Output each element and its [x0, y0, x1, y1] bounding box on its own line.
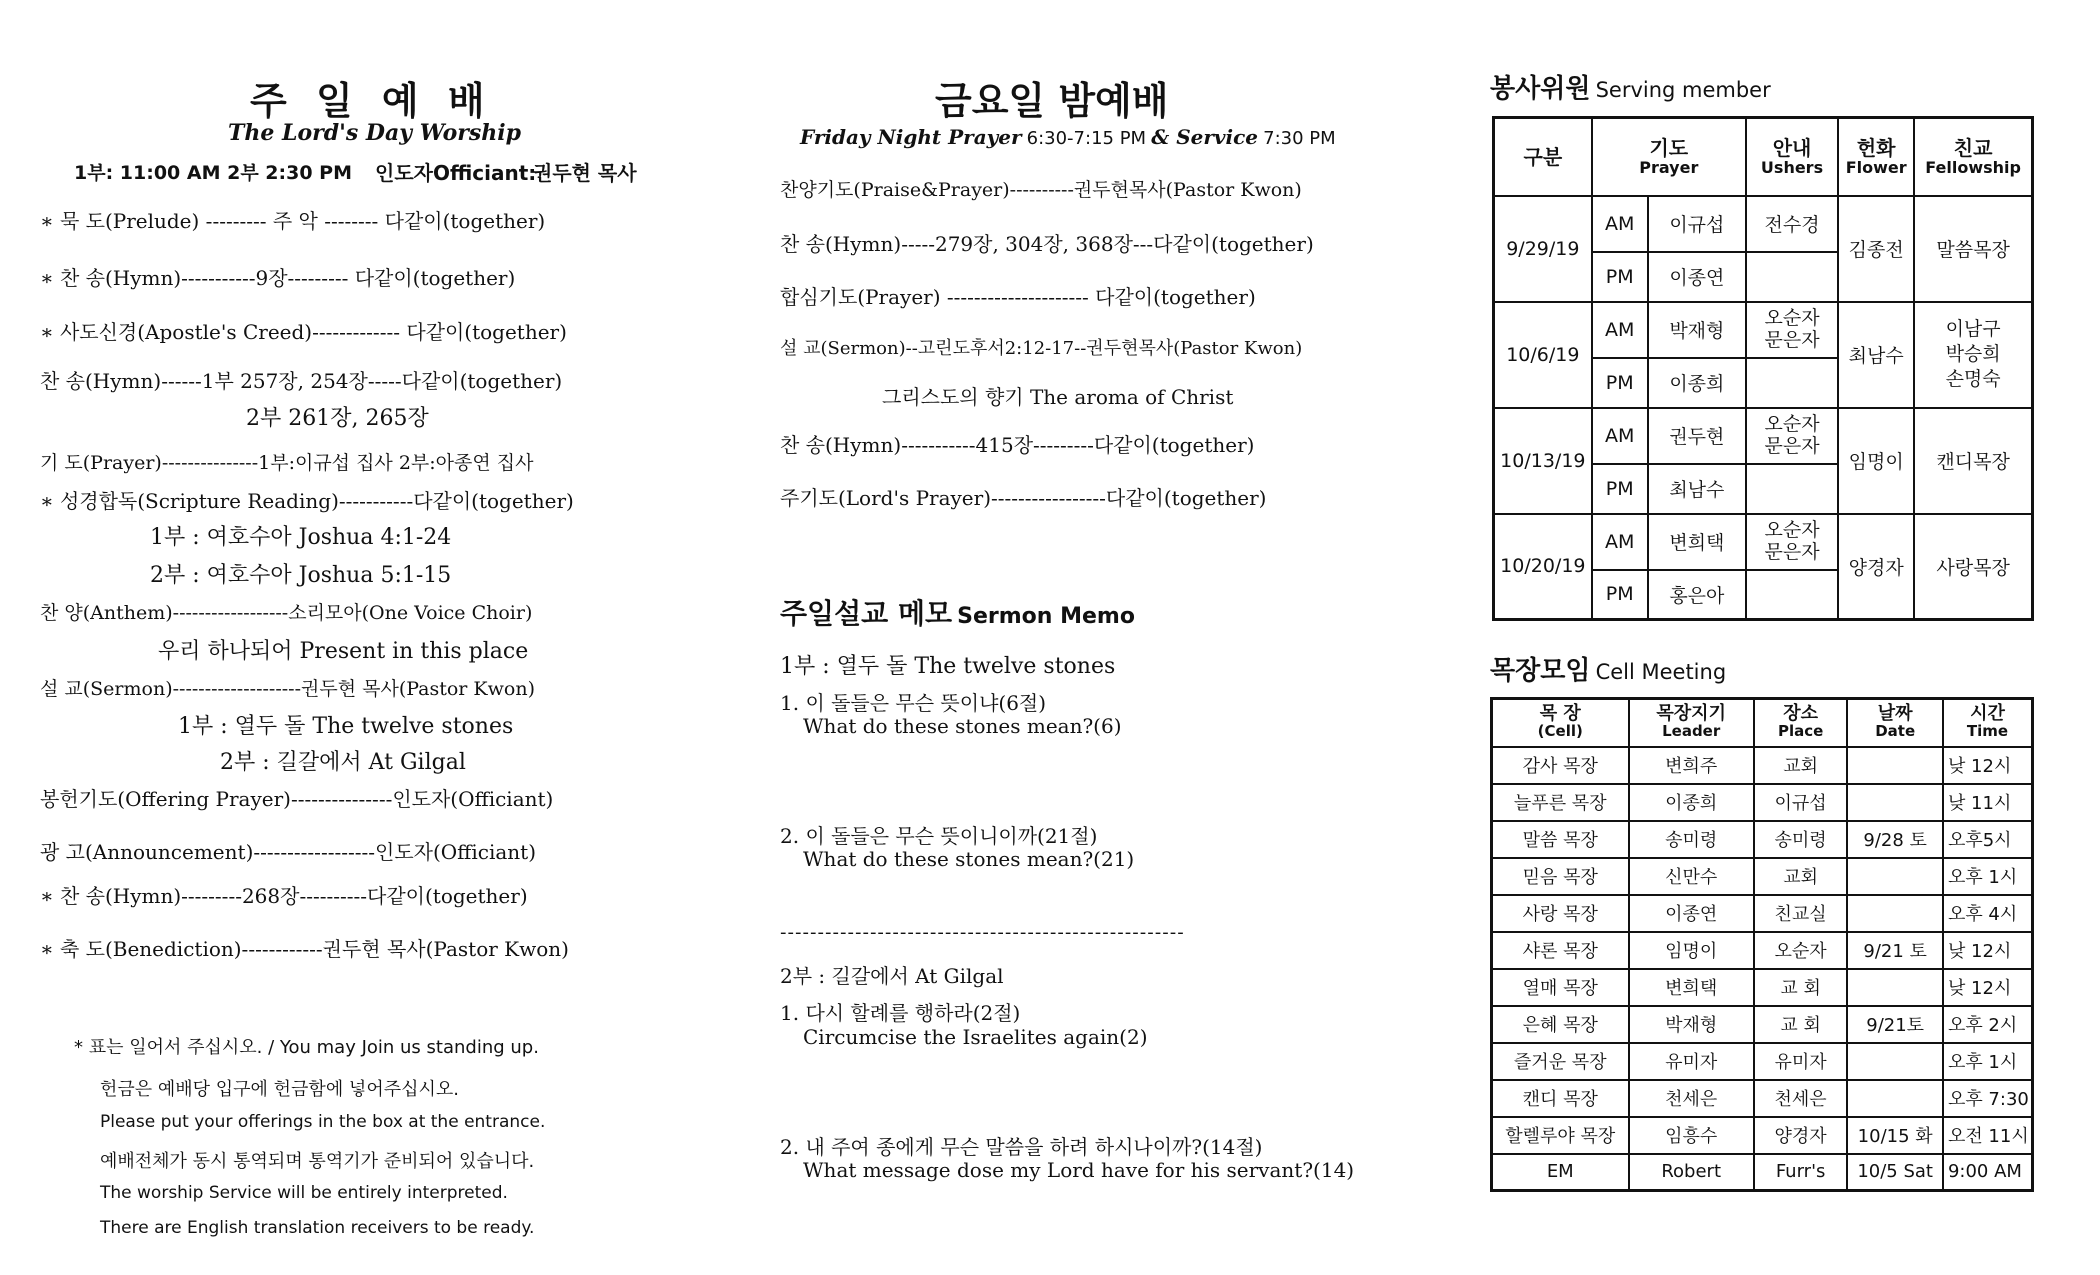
- cell-name: 샤론 목장: [1492, 932, 1629, 969]
- scripture-2: 2부 : 여호수아 Joshua 5:1-15: [150, 563, 452, 588]
- cell-place: Furr's: [1754, 1154, 1848, 1191]
- cell-place: 교 회: [1754, 1006, 1848, 1043]
- sunday-title: 주 일 예 배: [250, 79, 493, 123]
- serve-header-row: [1494, 118, 2033, 196]
- serve-date: 10/13/19: [1494, 408, 1592, 514]
- memo-title: 주일설교 메모: [780, 597, 953, 630]
- order-benediction: ∗ 축 도(Benediction)------------권두현 목사(Pastor Kwon): [40, 937, 569, 961]
- cell-leader: 송미령: [1629, 821, 1754, 858]
- friday-prayer-time: 6:30-7:15 PM: [1026, 128, 1147, 149]
- cell-date: [1847, 1080, 1943, 1117]
- note-interpret-ko: 예배전체가 동시 통역되며 통역기가 준비되어 있습니다.: [100, 1151, 535, 1172]
- cell-time: 오후 1시: [1943, 858, 2033, 895]
- cell-name: 할렐루야 목장: [1492, 1117, 1629, 1154]
- cell-row: [1492, 1043, 2033, 1080]
- flower: 최남수: [1838, 302, 1914, 408]
- serve-header-fellowship: 친교 Fellowship: [1914, 118, 2032, 196]
- cell-title-en: Cell Meeting: [1595, 660, 1727, 684]
- cell-leader: 이종희: [1629, 784, 1754, 821]
- flower: 임명이: [1838, 408, 1914, 514]
- pm-usher: [1746, 252, 1838, 302]
- pm-prayer: 홍은아: [1648, 570, 1746, 620]
- fellowship: 사랑목장: [1914, 514, 2032, 620]
- cell-row: [1492, 1117, 2033, 1154]
- friday-praise: 찬양기도(Praise&Prayer)----------권두현목사(Pastor Kwon): [780, 179, 1302, 201]
- cell-leader: 천세은: [1629, 1080, 1754, 1117]
- cell-name: 말씀 목장: [1492, 821, 1629, 858]
- note-receivers: There are English translation receivers to be ready.: [100, 1218, 535, 1238]
- am-label: AM: [1592, 408, 1648, 464]
- cell-header-time: 시간 Time: [1943, 699, 2033, 747]
- cell-name: EM: [1492, 1154, 1629, 1191]
- memo2-head: 2부 : 길갈에서 At Gilgal: [780, 964, 1004, 988]
- officiant-label: 인도자Officiant:: [375, 161, 537, 185]
- cell-time: 오후 2시: [1943, 1006, 2033, 1043]
- cell-place: 양경자: [1754, 1117, 1848, 1154]
- cell-place: 교회: [1754, 747, 1848, 784]
- friday-hymn-1: 찬 송(Hymn)-----279장, 304장, 368장---다같이(together): [780, 232, 1314, 256]
- fellowship: 말씀목장: [1914, 196, 2032, 302]
- serve-date: 9/29/19: [1494, 196, 1592, 302]
- anthem-title: 우리 하나되어 Present in this place: [158, 639, 529, 664]
- cell-name: 열매 목장: [1492, 969, 1629, 1006]
- am-prayer: 박재형: [1648, 302, 1746, 358]
- cell-leader: 임명이: [1629, 932, 1754, 969]
- cell-time: 9:00 AM: [1943, 1154, 2033, 1191]
- memo2-q1-en: Circumcise the Israelites again(2): [803, 1025, 1148, 1049]
- friday-service-time: 7:30 PM: [1263, 128, 1336, 149]
- cell-time: 낮 12시: [1943, 932, 2033, 969]
- sunday-title-en: The Lord's Day Worship: [228, 120, 521, 146]
- order-hymn-2: 찬 송(Hymn)------1부 257장, 254장-----다같이(together): [40, 369, 563, 393]
- cell-date: [1847, 858, 1943, 895]
- pm-label: PM: [1592, 252, 1648, 302]
- cell-header-place: 장소 Place: [1754, 699, 1848, 747]
- serve-date: 10/6/19: [1494, 302, 1592, 408]
- serve-title-en: Serving member: [1595, 78, 1771, 102]
- cell-meeting-table: [1490, 697, 2034, 1192]
- memo1-q2-en: What do these stones mean?(21): [803, 847, 1135, 871]
- memo2-q2-en: What message dose my Lord have for his servant?(14): [803, 1158, 1355, 1182]
- cell-place: 교회: [1754, 858, 1848, 895]
- officiant-name: 권두현 목사: [533, 161, 637, 185]
- sermon-memo-heading: [780, 592, 1135, 632]
- cell-name: 즐거운 목장: [1492, 1043, 1629, 1080]
- order-scripture: ∗ 성경합독(Scripture Reading)-----------다같이(together): [40, 489, 574, 513]
- order-prelude: ∗ 묵 도(Prelude) --------- 주 악 -------- 다같이(together): [40, 209, 546, 233]
- order-hymn-3: ∗ 찬 송(Hymn)---------268장----------다같이(together): [40, 884, 528, 908]
- pm-usher: [1746, 358, 1838, 408]
- flower: 김종전: [1838, 196, 1914, 302]
- cell-leader: Robert: [1629, 1154, 1754, 1191]
- am-usher: 오순자 문은자: [1746, 302, 1838, 358]
- cell-time: 낮 12시: [1943, 747, 2033, 784]
- cell-time: 오전 11시: [1943, 1117, 2033, 1154]
- friday-sermon-title: 그리스도의 향기 The aroma of Christ: [882, 385, 1234, 409]
- cell-row: [1492, 932, 2033, 969]
- pm-prayer: 이종희: [1648, 358, 1746, 408]
- am-label: AM: [1592, 302, 1648, 358]
- am-prayer: 권두현: [1648, 408, 1746, 464]
- serve-header-ushers: 안내 Ushers: [1746, 118, 1838, 196]
- memo1-q1-en: What do these stones mean?(6): [803, 714, 1122, 738]
- cell-date: 9/21토: [1847, 1006, 1943, 1043]
- right-column: [1490, 0, 2050, 1275]
- friday-service-label: & Service: [1151, 125, 1259, 149]
- cell-row: [1492, 969, 2033, 1006]
- note-offering-ko: 헌금은 예배당 입구에 헌금함에 넣어주십시오.: [100, 1079, 459, 1100]
- cell-place: 송미령: [1754, 821, 1848, 858]
- cell-time: 오후5시: [1943, 821, 2033, 858]
- cell-time: 오후 7:30: [1943, 1080, 2033, 1117]
- am-usher: 오순자 문은자: [1746, 514, 1838, 570]
- am-usher: 오순자 문은자: [1746, 408, 1838, 464]
- friday-lords-prayer: 주기도(Lord's Prayer)-----------------다같이(together): [780, 486, 1267, 510]
- memo2-q2-ko: 2. 내 주여 종에게 무슨 말씀을 하려 하시나이까?(14절): [780, 1135, 1263, 1159]
- pm-prayer: 이종연: [1648, 252, 1746, 302]
- sermon-2: 2부 : 길갈에서 At Gilgal: [220, 750, 466, 775]
- memo1-q2-ko: 2. 이 돌들은 무슨 뜻이니이까(21절): [780, 824, 1098, 848]
- cell-date: 10/15 화: [1847, 1117, 1943, 1154]
- am-usher: 전수경: [1746, 196, 1838, 252]
- memo1-head: 1부 : 열두 돌 The twelve stones: [780, 654, 1116, 679]
- order-creed: ∗ 사도신경(Apostle's Creed)------------- 다같이(together): [40, 320, 567, 344]
- cell-row: [1492, 747, 2033, 784]
- order-sermon: 설 교(Sermon)--------------------권두현 목사(Pastor Kwon): [40, 678, 535, 700]
- cell-time: 오후 1시: [1943, 1043, 2033, 1080]
- order-anthem: 찬 양(Anthem)------------------소리모아(One Voice Choir): [40, 602, 533, 624]
- cell-row: [1492, 895, 2033, 932]
- cell-time: 낮 12시: [1943, 969, 2033, 1006]
- cell-row: [1492, 784, 2033, 821]
- note-offering-en: Please put your offerings in the box at the entrance.: [100, 1112, 546, 1132]
- cell-leader: 변희주: [1629, 747, 1754, 784]
- cell-date: 9/21 토: [1847, 932, 1943, 969]
- cell-header-row: [1492, 699, 2033, 747]
- cell-leader: 신만수: [1629, 858, 1754, 895]
- pm-usher: [1746, 570, 1838, 620]
- cell-leader: 변희택: [1629, 969, 1754, 1006]
- order-prayer: 기 도(Prayer)---------------1부:이규섭 집사 2부:아종연 집사: [40, 452, 534, 474]
- am-prayer: 이규섭: [1648, 196, 1746, 252]
- order-hymn-1: ∗ 찬 송(Hymn)-----------9장--------- 다같이(together): [40, 266, 516, 290]
- serve-heading: [1490, 68, 1771, 105]
- cell-header-date: 날짜 Date: [1847, 699, 1943, 747]
- memo-title-en: Sermon Memo: [957, 604, 1135, 629]
- pm-label: PM: [1592, 570, 1648, 620]
- serve-date: 10/20/19: [1494, 514, 1592, 620]
- serve-header-category: 구분: [1494, 118, 1592, 196]
- cell-date: [1847, 895, 1943, 932]
- cell-place: 천세은: [1754, 1080, 1848, 1117]
- cell-row: [1492, 1154, 2033, 1191]
- friday-title: 금요일 밤예배: [935, 79, 1169, 123]
- cell-name: 캔디 목장: [1492, 1080, 1629, 1117]
- cell-date: [1847, 784, 1943, 821]
- cell-leader: 유미자: [1629, 1043, 1754, 1080]
- fellowship: 이남구 박승희 손명숙: [1914, 302, 2032, 408]
- cell-name: 사랑 목장: [1492, 895, 1629, 932]
- memo-divider: ------------------------------------------------------: [780, 922, 1185, 943]
- cell-name: 믿음 목장: [1492, 858, 1629, 895]
- cell-date: 10/5 Sat: [1847, 1154, 1943, 1191]
- cell-place: 이규섭: [1754, 784, 1848, 821]
- fellowship: 캔디목장: [1914, 408, 2032, 514]
- cell-row: [1492, 1080, 2033, 1117]
- cell-name: 늘푸른 목장: [1492, 784, 1629, 821]
- friday-service-column: [770, 0, 1410, 1275]
- cell-time: 오후 4시: [1943, 895, 2033, 932]
- cell-name: 은혜 목장: [1492, 1006, 1629, 1043]
- cell-heading: [1490, 650, 1726, 687]
- cell-header-leader: 목장지기 Leader: [1629, 699, 1754, 747]
- cell-leader: 박재형: [1629, 1006, 1754, 1043]
- serve-header-prayer: 기도 Prayer: [1592, 118, 1746, 196]
- serve-header-flower: 헌화 Flower: [1838, 118, 1914, 196]
- serve-row-am: [1494, 302, 2033, 358]
- am-label: AM: [1592, 196, 1648, 252]
- friday-prayer: 합심기도(Prayer) --------------------- 다같이(together): [780, 285, 1256, 309]
- cell-date: 9/28 토: [1847, 821, 1943, 858]
- am-prayer: 변희택: [1648, 514, 1746, 570]
- cell-title: 목장모임: [1490, 656, 1591, 686]
- cell-place: 친교실: [1754, 895, 1848, 932]
- sunday-worship-column: [40, 0, 670, 1275]
- serve-row-am: [1494, 514, 2033, 570]
- note-interpret-en: The worship Service will be entirely interpreted.: [100, 1183, 508, 1203]
- order-offering: 봉헌기도(Offering Prayer)---------------인도자(Officiant): [40, 787, 554, 811]
- flower: 양경자: [1838, 514, 1914, 620]
- cell-row: [1492, 1006, 2033, 1043]
- note-standing: * 표는 일어서 주십시오. / You may Join us standing up.: [74, 1037, 539, 1058]
- cell-date: [1847, 747, 1943, 784]
- scripture-1: 1부 : 여호수아 Joshua 4:1-24: [150, 525, 452, 550]
- cell-place: 유미자: [1754, 1043, 1848, 1080]
- pm-label: PM: [1592, 464, 1648, 514]
- cell-date: [1847, 969, 1943, 1006]
- memo2-q1-ko: 1. 다시 할례를 행하라(2절): [780, 1001, 1021, 1025]
- cell-place: 오순자: [1754, 932, 1848, 969]
- cell-leader: 이종연: [1629, 895, 1754, 932]
- am-label: AM: [1592, 514, 1648, 570]
- serve-row-am: [1494, 196, 2033, 252]
- service-times: 1부: 11:00 AM 2부 2:30 PM: [74, 162, 353, 184]
- friday-subtitle: [800, 125, 1336, 149]
- pm-prayer: 최남수: [1648, 464, 1746, 514]
- order-announcement: 광 고(Announcement)------------------인도자(Officiant): [40, 840, 537, 864]
- cell-table-body: [1492, 747, 2033, 1191]
- sermon-1: 1부 : 열두 돌 The twelve stones: [178, 714, 514, 739]
- serve-title: 봉사위원: [1490, 74, 1591, 104]
- cell-time: 낮 11시: [1943, 784, 2033, 821]
- friday-sermon: 설 교(Sermon)--고린도후서2:12-17--권두현목사(Pastor Kwon): [780, 338, 1303, 359]
- memo1-q1-ko: 1. 이 돌들은 무슨 뜻이냐(6절): [780, 691, 1047, 715]
- cell-row: [1492, 821, 2033, 858]
- friday-prayer-label: Friday Night Prayer: [800, 125, 1022, 149]
- cell-header-cell: 목 장 (Cell): [1492, 699, 1629, 747]
- cell-name: 감사 목장: [1492, 747, 1629, 784]
- cell-leader: 임흥수: [1629, 1117, 1754, 1154]
- pm-usher: [1746, 464, 1838, 514]
- cell-date: [1847, 1043, 1943, 1080]
- friday-hymn-2: 찬 송(Hymn)-----------415장---------다같이(together): [780, 433, 1255, 457]
- cell-row: [1492, 858, 2033, 895]
- pm-label: PM: [1592, 358, 1648, 408]
- cell-place: 교 회: [1754, 969, 1848, 1006]
- serving-member-table: [1492, 116, 2034, 621]
- order-hymn-2-second: 2부 261장, 265장: [246, 406, 429, 431]
- serve-row-am: [1494, 408, 2033, 464]
